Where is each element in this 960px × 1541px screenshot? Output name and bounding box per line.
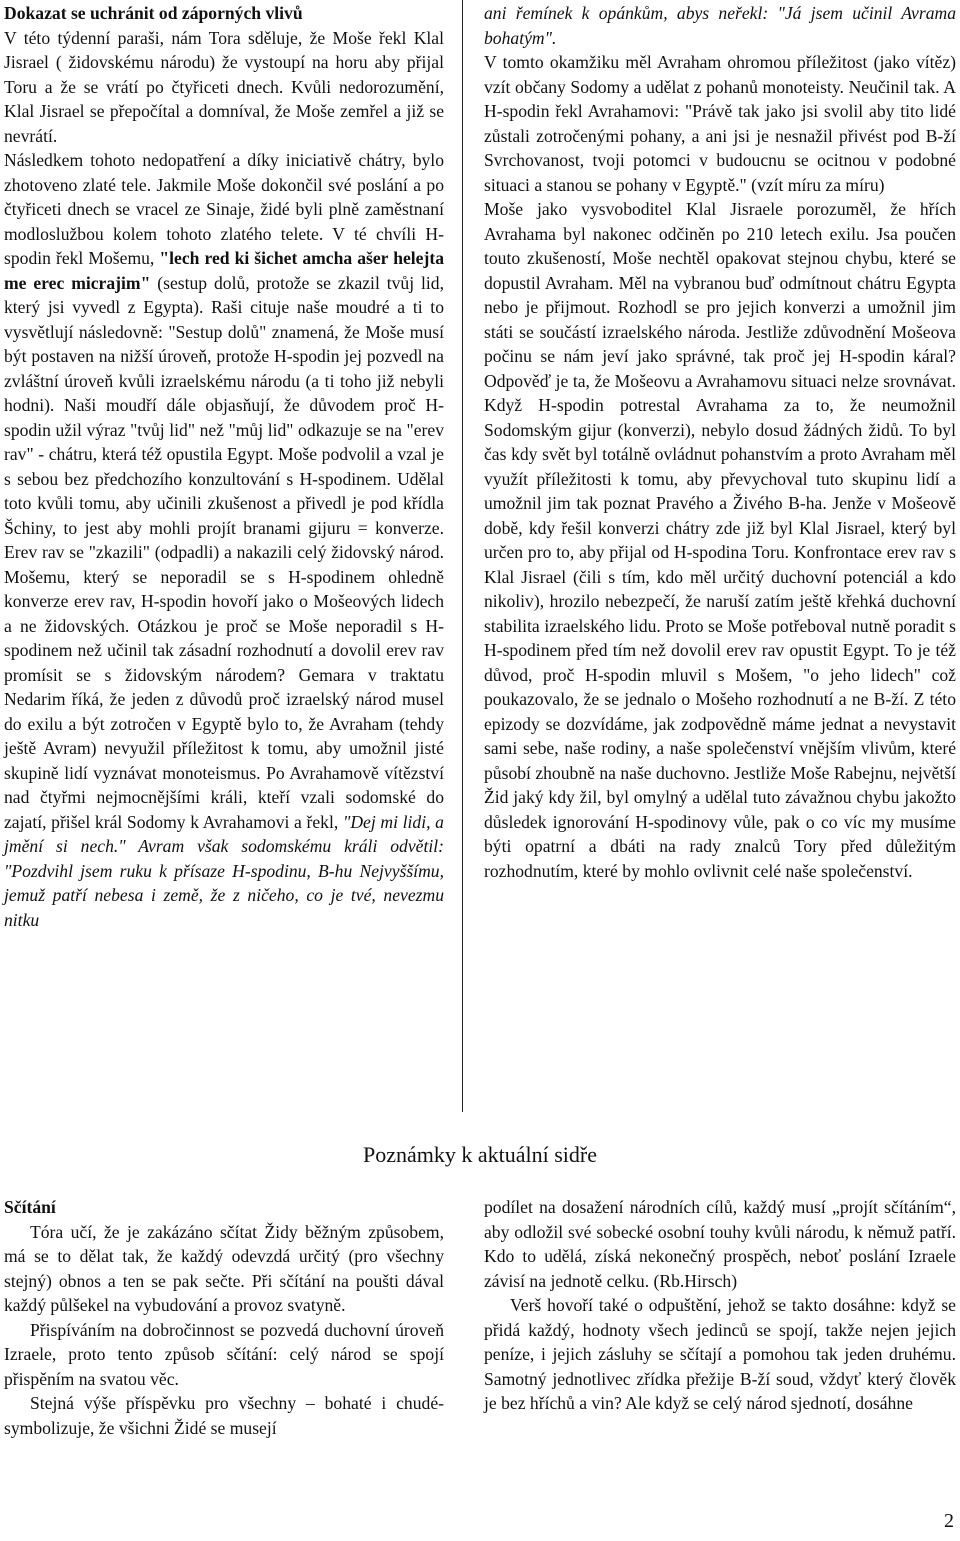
article-paragraph: V tomto okamžiku měl Avraham ohromou příležitost (jako vítěz) vzít občany Sodomy a udělat z pohanů monoteisty. Neučinil tak. A H-spodin řekl Avrahamovi: "Právě tak jako jsi svolil aby tito lidé zůstali zotročenými pohany, a ani jsi je nesnažil přivést pod B-ží Svrchovanost, tvoji potomci v budoucnu se ocitnou v podobné situaci a stanou se pohany v Egyptě." (vzít míru za míru) bbox=[484, 52, 956, 195]
article-paragraph: Moše jako vysvoboditel Klal Jisraele porozuměl, že hřích Avrahama byl nakonec odčiněn po 210 letech exilu. Jsa poučen touto zkušeností, Moše nechtěl opakovat stejnou chybu, které se dopustil Avraham. Měl na vybranou buď odmítnout chátru Egypta nebo je přijmout. Rozhodl se pro jejich konverzi a umožnil jim státi se součástí izraelského národa. Jestliže zdůvodnění Mošeova počinu se nám jeví jako správné, tak proč jej H-spodin káral? Odpověď je ta, že Mošeovu a Avrahamovu situaci nelze srovnávat. Když H-spodin potrestal Avrahama za to, že neumožnil Sodomským gijur (konverzi), nebylo dosud žádných židů. To byl čas kdy svět byl totálně ovládnut pohanstvím a proto Avraham měl využít příležitosti k tomu, aby převychoval tuto skupinu lidí a umožnil jim tak poznat Pravého a Živého B-ha. Jenže v Mošeově době, kdy řešil konverzi chátry zde již byl Klal Jisrael, který byl určen pro to, aby přijal od H-spodina Toru. Konfrontace erev rav s Klal Jisrael (čili s tím, kdo měl určitý duchovní potenciál a kdo nikoliv), hrozilo nebezpečí, že naruší zatím ještě křehká duchovní stabilita izraelského lidu. Proto se Moše potřeboval nutně poradit s H-spodinem před tím než dovolil erev rav opustit Egypt. To je též důvod, proč H-spodin mluvil s Mošem, "o jeho lidech" což poukazovalo, že se jednalo o Mošeho rozhodnutí a ne B-ží. Z této epizody se dozvídáme, jak zodpovědně máme jednat a nevystavit sami sebe, naše rodiny, a naše společenství vnějším vlivům, které působí zhoubně na naše duchovno. Jestliže Moše Rabejnu, největší Žid jaký kdy žil, byl omylný a udělal tuto závažnou chybu jakožto důsledek ignorování H-spodinovy vůle, pak o co víc my musíme býti opatrní a dbáti na rady znalců Tory před důležitým rozhodnutím, které by mohlo ovlivnit celé naše společenství. bbox=[484, 199, 956, 881]
article-paragraph: Následkem tohoto nedopatření a díky iniciativě chátry, bylo zhotoveno zlaté tele. Jakmile Moše dokončil své poslání a po čtyřiceti dnech se vracel ze Sinaje, židé byli plně zaměstnaní modloslužbou kolem tohoto zlatého telete. V té chvíli H-spodin řekl Mošemu, "lech red ki šichet amcha ašer helejta me erec micrajim" (sestup dolů, protože se zkazil tvůj lid, který jsi vyvedl z Egypta). Raši cituje naše moudré a ti to vysvětlují následovně: "Sestup dolů" znamená, že Moše musí být postaven na nižší úroveň, protože H-spodin jej pozvedl na zvláštní úroveň kvůli izraelskému národu (a ti toho již nebyli hodni). Naši moudří dále objasňují, že důvodem proč H-spodin užil výraz "tvůj lid" než "můj lid" odkazuje se na "erev rav" - chátru, která též opustila Egypt. Moše podvolil a vzal je s sebou bez předchozího konzultování s H-spodinem. Udělal toto kvůli tomu, aby učinili zkušenost a přivedl je pod křídla Šchiny, to jest aby mohli projít branami gijuru = konverze. Erev rav se "zkazili" (odpadli) a nakazili celý židovský národ. Mošemu, který se neporadil se s H-spodinem ohledně konverze erev rav, H-spodin hovoří jako o Mošeových lidech a ne židovských. Otázkou je proč se Moše neporadil s H-spodinem než učinil tak zásadní rozhodnutí a dovolil erev rav promísit se s židovským národem? Gemara v traktatu Nedarim říká, že jeden z důvodů proč izraelský národ musel do exilu a být zotročen v Egyptě bylo to, že Avraham (tehdy ještě Avram) nevyužil příležitost k tomu, aby umožnil jisté skupině lidí vyznávat monoteismus. Po Avrahamově vítězství nad čtyřmi nejmocnějšími králi, kteří vzali sodomské do zajatí, přišel král Sodomy k Avrahamovi a řekl, "Dej mi lidi, a jmění si nech." Avram však sodomskému králi odvětil: "Pozdvihl jsem ruku k přísaze H-spodinu, B-hu Nejvyššímu, jemuž patří nebesa i země, že z ničeho, co je tvé, nevezmu nitku bbox=[4, 150, 445, 930]
notes-paragraph: Verš hovoří také o odpuštění, jehož se takto dosáhne: když se přidá každý, hodnoty všech jedinců se spojí, takže nejen jejich peníze, i jejich zásluhy se sčítají a pomohou tak jeden druhému. Samotný jednotlivec zřídka přežije B-ží soud, vždyť který člověk je bez hříchů a vin? Ale když se celý národ sjednotí, dosáhne bbox=[484, 1295, 956, 1413]
article-column-left bbox=[4, 1, 444, 932]
bible-quote: "Dej mi lidi, a jmění si nech." Avram však sodomskému králi odvětil: "Pozdvihl jsem ruku k přísaze H-spodinu, B-hu Nejvyššímu, jemuž patří nebesa i země, že z ničeho, co je tvé, nevezmu nitku bbox=[4, 811, 444, 930]
notes-paragraph: Tóra učí, že je zakázáno sčítat Židy běžným způsobem, má se to dělat tak, že každý odevzdá určitý (pro všechny stejný) obnos a ten se pak sečte. Při sčítání na poušti dával každý půlšekel na vybudování a provoz svatyně. bbox=[4, 1221, 444, 1315]
column-divider bbox=[462, 0, 463, 1112]
notes-paragraph: Stejná výše příspěvku pro všechny – bohaté i chudé- symbolizuje, že všichni Židé se musejí bbox=[4, 1393, 444, 1438]
article-title: Dokazat se uchránit od záporných vlivů bbox=[4, 3, 303, 23]
section-heading: Poznámky k aktuální sidře bbox=[362, 1142, 597, 1167]
notes-paragraph: podílet na dosažení národních cílů, každý musí „projít sčítáním“, aby odložil své sobecké osobní touhy kvůli národu, k němuž patří. Kdo to udělá, získá nekonečný prospěch, neboť poslání Izraele závisí na jednotě celku. (Rb.Hirsch) bbox=[484, 1197, 956, 1291]
notes-column-right bbox=[484, 1195, 956, 1416]
notes-paragraph: Přispíváním na dobročinnost se pozvedá duchovní úroveň Izraele, proto tento způsob sčítání: celý národ se spojí přispěním na svatou věc. bbox=[4, 1319, 444, 1389]
hebrew-quote: "lech red ki šichet amcha ašer helejta me erec micrajim" bbox=[4, 248, 445, 293]
bible-quote-continued: ani řemínek k opánkům, abys neřekl: "Já jsem učinil Avrama bohatým". bbox=[484, 3, 956, 48]
article-paragraph: V této týdenní paraši, nám Tora sděluje, že Moše řekl Klal Jisrael ( židovskému národu) že vystoupí na horu aby přijal Toru a že se vrátí po čtyřiceti dnech. Kvůli nedorozumění, Klal Jisrael se přepočítal a domníval, že Moše zemřel a již se nevrátí. bbox=[4, 27, 444, 146]
page-number: 2 bbox=[944, 1510, 954, 1532]
article-column-right bbox=[484, 1, 956, 883]
notes-subheading: Sčítání bbox=[4, 1197, 56, 1217]
notes-column-left bbox=[4, 1195, 444, 1440]
